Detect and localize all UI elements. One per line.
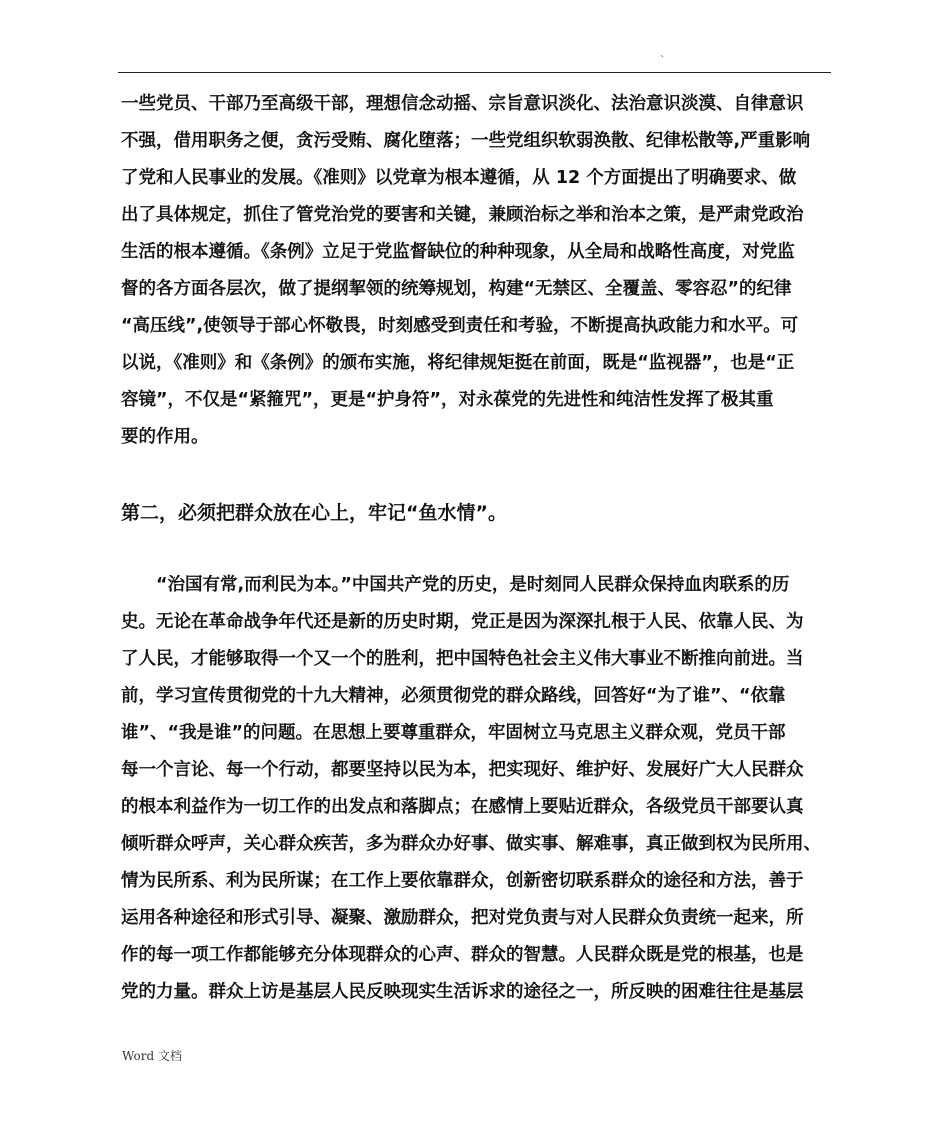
paragraph-line: “治国有常,而利民为本。”中国共产党的历史，是时刻同人民群众保持血肉联系的历	[121, 575, 790, 595]
paragraph-line: 前，学习宣传贯彻党的十九大精神，必须贯彻党的群众路线，回答好“为了谁”、“依靠	[121, 686, 786, 706]
paragraph-line: 的根本利益作为一切工作的出发点和落脚点；在感情上要贴近群众，各级党员干部要认真	[121, 797, 804, 817]
paragraph-line: 出了具体规定，抓住了管党治党的要害和关键，兼顾治标之举和治本之策，是严肃党政治	[121, 205, 804, 225]
paragraph-line: 要的作用。	[121, 427, 209, 447]
paragraph-line: 作的每一项工作都能够充分体现群众的心声、群众的智慧。人民群众既是党的根基，也是	[121, 945, 804, 965]
paragraph-line: 谁”、“我是谁”的问题。在思想上要尊重群众，牢固树立马克思主义群众观，党员干部	[121, 723, 786, 743]
section-heading: 第二，必须把群众放在心上，牢记“鱼水情”。	[121, 502, 507, 524]
paragraph-line: 史。无论在革命战争年代还是新的历史时期，党正是因为深深扎根于人民、依靠人民、为	[121, 612, 804, 632]
paragraph-line: 一些党员、干部乃至高级干部，理想信念动摇、宗旨意识淡化、法治意识淡漠、自律意识	[121, 94, 804, 114]
paragraph-line: 运用各种途径和形式引导、凝聚、激励群众，把对党负责与对人民群众负责统一起来，所	[121, 908, 804, 928]
paragraph-line: 每一个言论、每一个行动，都要坚持以民为本，把实现好、维护好、发展好广大人民群众	[121, 760, 804, 780]
paragraph-line: 倾听群众呼声，关心群众疾苦，多为群众办好事、做实事、解难事，真正做到权为民所用、	[121, 834, 821, 854]
paragraph-line: 了党和人民事业的发展。《准则》以党章为根本遵循，从 12 个方面提出了明确要求、做	[121, 168, 797, 188]
footer-label: Word 文档	[122, 1049, 182, 1063]
paragraph-1	[121, 86, 833, 456]
paragraph-line: 生活的根本遵循。《条例》立足于党监督缺位的种种现象，从全局和战略性高度，对党监	[121, 242, 795, 262]
paragraph-line: 容镜”，不仅是“紧箍咒”，更是“护身符”，对永葆党的先进性和纯洁性发挥了极其重	[121, 390, 774, 410]
paragraph-line: 党的力量。群众上访是基层人民反映现实生活诉求的途径之一，所反映的困难往往是基层	[121, 982, 804, 1002]
paragraph-line: 了人民，才能够取得一个又一个的胜利，把中国特色社会主义伟大事业不断推向前进。当	[121, 649, 804, 669]
paragraph-line: 以说，《准则》和《条例》的颁布实施，将纪律规矩挺在前面，既是“监视器”，也是“正	[121, 353, 795, 373]
paragraph-line: 不强，借用职务之便，贪污受贿、腐化堕落；一些党组织软弱涣散、纪律松散等,严重影响	[121, 131, 811, 151]
header-rule	[118, 72, 831, 73]
paragraph-line: “高压线”,使领导于部心怀敬畏，时刻感受到责任和考验，不断提高执政能力和水平。可	[121, 316, 799, 336]
header-mark: `	[660, 55, 665, 66]
paragraph-2	[121, 567, 833, 1011]
paragraph-line: 督的各方面各层次，做了提纲挈领的统筹规划，构建“无禁区、全覆盖、零容忍”的纪律	[121, 279, 792, 299]
paragraph-line: 情为民所系、利为民所谋；在工作上要依靠群众，创新密切联系群众的途径和方法，善于	[121, 871, 804, 891]
